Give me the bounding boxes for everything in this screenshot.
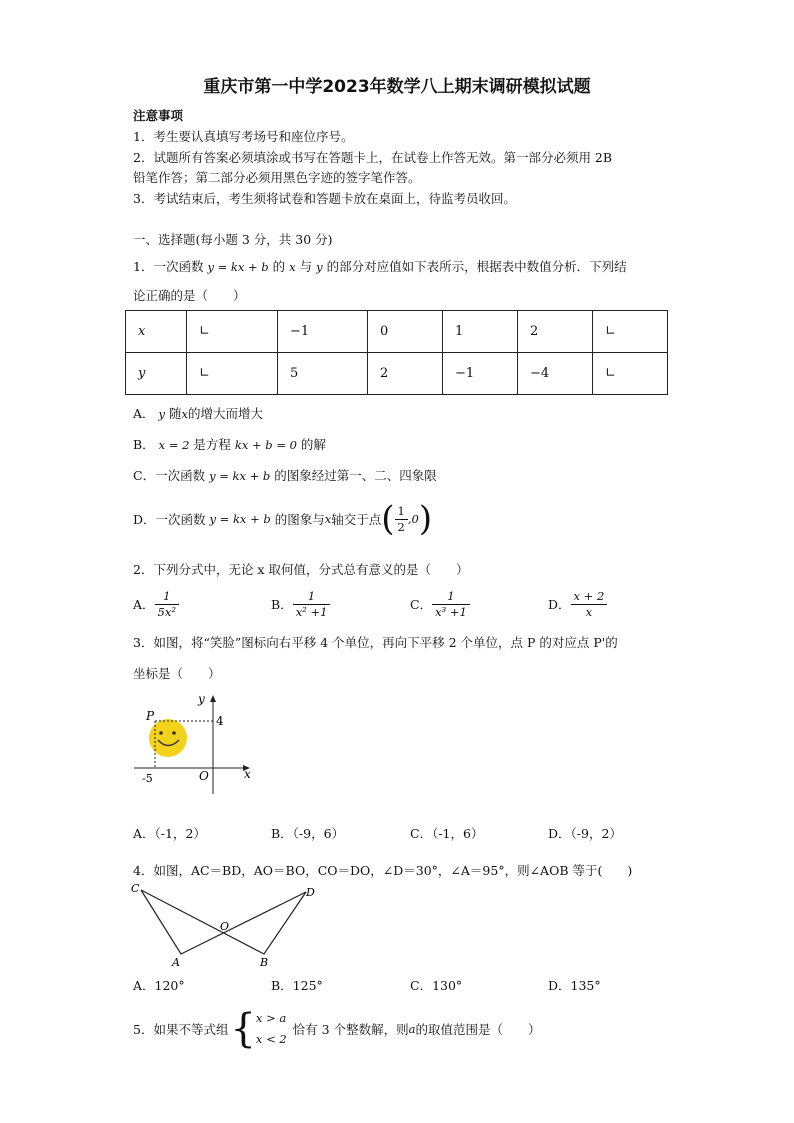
q1-stem-text: 与 <box>299 259 313 274</box>
q1-stem-text: 1．一次函数 <box>133 259 204 274</box>
fraction-num: 1 <box>293 589 331 605</box>
option-label: B． <box>271 597 293 612</box>
notice-item: 铅笔作答；第二部分必须用黑色字迹的签字笔作答。 <box>133 170 421 185</box>
q1-stem-text: 的 <box>272 259 286 274</box>
q2-option-c <box>410 584 470 624</box>
q1-value-table <box>125 310 668 395</box>
q3-option-d: D．（-9，2） <box>548 826 622 841</box>
option-math: kx + b = 0 <box>234 438 297 452</box>
q5-text: 的取值范围是（ ） <box>415 1022 541 1037</box>
table-cell: x <box>126 311 187 353</box>
option-text: 的图象与 <box>274 512 325 527</box>
fraction <box>571 589 608 620</box>
option-math: y = kx + b <box>209 512 271 526</box>
label-d: D <box>306 886 315 899</box>
table-cell: ∟ <box>187 311 278 353</box>
fraction-den: x² +1 <box>295 604 328 619</box>
q4-option-d: D．135° <box>548 978 601 993</box>
fraction <box>155 589 179 620</box>
fraction <box>432 589 470 620</box>
y-arrow-icon <box>210 695 216 702</box>
fraction-den: 5x² <box>157 604 176 619</box>
fraction-den: 2 <box>397 519 405 534</box>
q3-coordinate-figure <box>128 688 258 800</box>
table-cell: ∟ <box>593 353 668 395</box>
q1-func-expr: y = kx + b <box>207 260 269 274</box>
fraction-num: x + 2 <box>571 589 608 605</box>
option-math: x = 2 <box>158 438 190 452</box>
q2-option-a <box>133 584 179 624</box>
q3-stem-line2: 坐标是（ ） <box>133 666 221 681</box>
section-heading: 一、选择题(每小题 3 分，共 30 分) <box>133 232 333 247</box>
label-c: C <box>131 882 140 895</box>
option-math: x <box>324 512 332 526</box>
table-row-x <box>126 311 668 353</box>
fraction-num: 1 <box>395 504 408 520</box>
q1-var-x: x <box>289 260 296 274</box>
q2-option-d <box>548 584 607 624</box>
option-label: A． <box>133 597 155 612</box>
notice-item: 1．考生要认真填写考场号和座位序号。 <box>133 129 354 144</box>
brace-icon: { <box>230 1006 256 1052</box>
q1-stem-text: 的部分对应值如下表所示，根据表中数值分析．下列结 <box>326 259 627 274</box>
label-a: A <box>172 956 180 969</box>
table-cell: 2 <box>368 353 443 395</box>
option-label: A． <box>133 406 155 421</box>
inequality: x > a <box>255 1011 287 1025</box>
option-math: y <box>158 407 166 421</box>
notice-item: 2．试题所有答案必须填涂或书写在答题卡上，在试卷上作答无效。第一部分必须用 2B <box>133 150 613 165</box>
fraction-num: 1 <box>155 589 179 605</box>
option-text: 随 <box>169 406 182 421</box>
q4-stem: 4．如图，AC＝BD，AO＝BO，CO＝DO，∠D＝30°，∠A＝95°，则∠AOB 等于( ) <box>133 863 633 878</box>
label-neg5: -5 <box>142 772 153 785</box>
q1-stem-line2: 论正确的是（ ） <box>133 288 246 303</box>
table-cell: 2 <box>518 311 593 353</box>
label-4: 4 <box>216 714 224 728</box>
table-cell: 0 <box>368 311 443 353</box>
label-o: O <box>220 920 230 933</box>
q1-option-d <box>133 496 432 542</box>
smiley-eye <box>172 731 176 735</box>
fraction <box>293 589 331 620</box>
q5-var-a: a <box>408 1022 416 1036</box>
q1-var-y: y <box>316 260 323 274</box>
table-cell: ∟ <box>593 311 668 353</box>
option-label: B． <box>133 437 155 452</box>
fraction-num: 1 <box>432 589 470 605</box>
option-text: C．一次函数 <box>133 468 206 483</box>
q5-text: 恰有 3 个整数解，则 <box>292 1022 409 1037</box>
paren-right-icon: ) <box>418 499 433 539</box>
table-cell: ∟ <box>187 353 278 395</box>
table-cell: 1 <box>443 311 518 353</box>
q3-option-c: C．（-1，6） <box>410 826 484 841</box>
fraction <box>395 504 408 535</box>
option-text: 轴交于点 <box>331 512 382 527</box>
table-cell: y <box>126 353 187 395</box>
option-text: 的增大而增大 <box>188 406 264 421</box>
option-text: 是方程 <box>193 437 231 452</box>
q5-text: 5．如果不等式组 <box>133 1022 229 1037</box>
table-cell: −1 <box>278 311 368 353</box>
option-text: 的解 <box>300 437 326 452</box>
q3-option-b: B．（-9，6） <box>271 826 345 841</box>
option-math: x <box>181 407 189 421</box>
table-row-y <box>126 353 668 395</box>
q1-stem-line1 <box>133 257 627 275</box>
q5-stem <box>133 1006 540 1052</box>
fraction-den: x <box>585 604 593 619</box>
point-coord: ,0 <box>407 512 419 526</box>
notice-item: 3．考试结束后，考生须将试卷和答题卡放在桌面上，待监考员收回。 <box>133 191 516 206</box>
smiley-eye <box>159 731 163 735</box>
q3-option-a: A．（-1，2） <box>133 826 206 841</box>
option-text: 的图象经过第一、二、四象限 <box>274 468 437 483</box>
q4-option-c: C．130° <box>410 978 463 993</box>
q2-stem: 2．下列分式中，无论 x 取何值，分式总有意义的是（ ） <box>133 562 469 577</box>
fraction-den: x³ +1 <box>435 604 467 619</box>
option-label: C． <box>410 597 433 612</box>
notice-heading: 注意事项 <box>133 108 184 123</box>
q1-option-a <box>133 404 263 422</box>
paren-left-icon: ( <box>381 499 395 539</box>
q4-triangle-figure <box>128 880 328 970</box>
q1-option-c <box>133 466 437 484</box>
table-cell: −4 <box>518 353 593 395</box>
inequality-system <box>256 1008 287 1050</box>
option-text: D．一次函数 <box>133 512 206 527</box>
q4-option-a: A．120° <box>133 978 185 993</box>
label-p: P <box>146 709 155 723</box>
option-math: y = kx + b <box>209 469 271 483</box>
q4-option-b: B．125° <box>271 978 323 993</box>
label-b: B <box>260 956 269 969</box>
table-cell: 5 <box>278 353 368 395</box>
label-origin: O <box>199 769 209 783</box>
q2-option-b <box>271 584 330 624</box>
q3-stem-line1: 3．如图，将“笑脸”图标向右平移 4 个单位，再向下平移 2 个单位，点 P 的对应点 P'的 <box>133 635 618 650</box>
label-x: x <box>244 767 251 781</box>
inequality: x < 2 <box>255 1032 287 1046</box>
option-label: D． <box>548 597 571 612</box>
q1-option-b <box>133 435 326 453</box>
page-title: 重庆市第一中学2023年数学八上期末调研模拟试题 <box>203 77 591 97</box>
label-y: y <box>198 692 205 706</box>
table-cell: −1 <box>443 353 518 395</box>
